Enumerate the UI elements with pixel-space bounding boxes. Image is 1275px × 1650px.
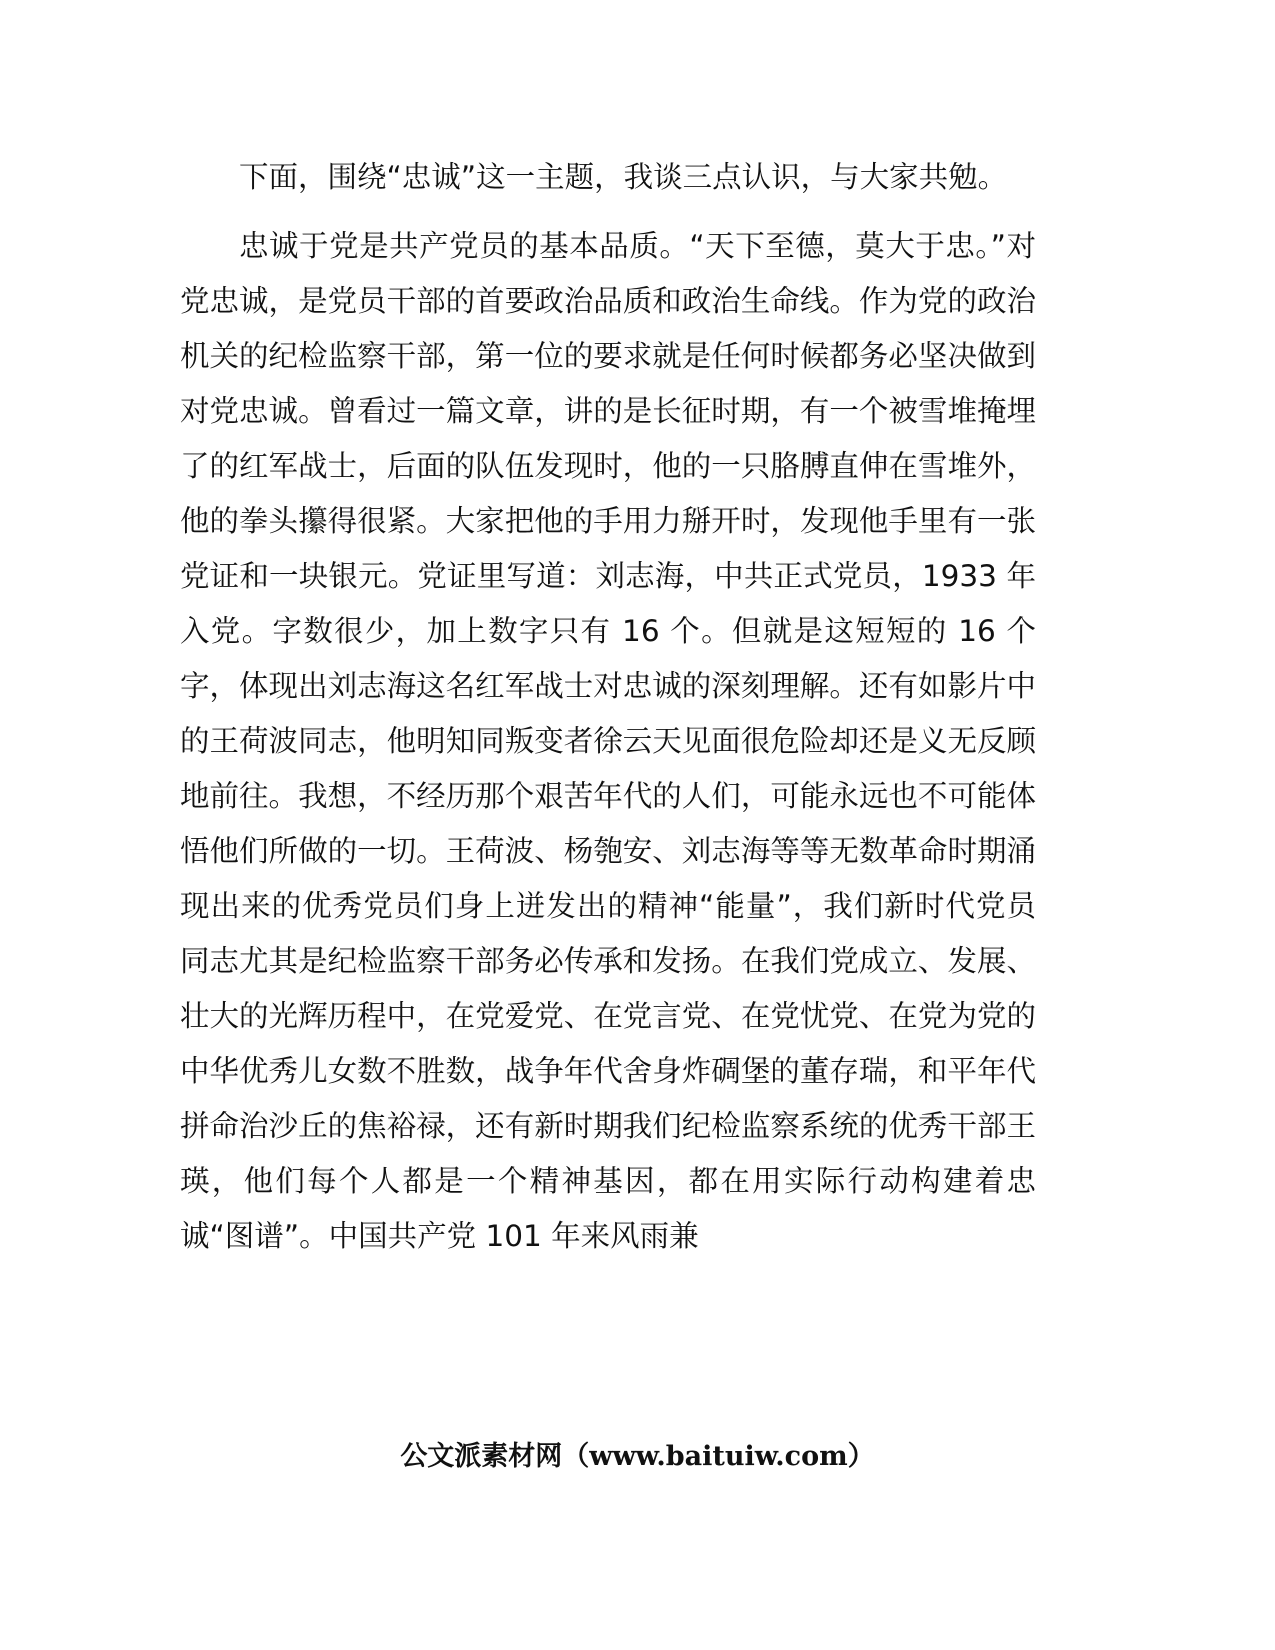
footer-watermark: 公文派素材网（www.baituiw.com）	[400, 1441, 875, 1472]
paragraph-intro: 下面，围绕“忠诚”这一主题，我谈三点认识，与大家共勉。	[239, 160, 1008, 194]
paragraph-loyalty: 忠诚于党是共产党员的基本品质。“天下至德，莫大于忠。”对党忠诚，是党员干部的首要政治品质和政治生命线。作为党的政治机关的纪检监察干部，第一位的要求就是任何时候都务必坚决做到对党忠诚。曾看过一篇文章，讲的是长征时期，有一个被雪堆掩埋了的红军战士，后面的队伍发现时，他的一只胳膊直伸在雪堆外，他的拳头攥得很紧。大家把他的手用力掰开时，发现他手里有一张党证和一块银元。党证里写道：刘志海，中共正式党员，1933 年入党。字数很少，加上数字只有 16 个。但就是这短短的 16 个字，体现出刘志海这名红军战士对忠诚的深刻理解。还有如影片中的王荷波同志，他明知同叛变者徐云天见面很危险却还是义无反顾地前往。我想，不经历那个艰苦年代的人们，可能永远也不可能体悟他们所做的一切。王荷波、杨匏安、刘志海等等无数革命时期涌现出来的优秀党员们身上迸发出的精神“能量”，我们新时代党员同志尤其是纪检监察干部务必传承和发扬。在我们党成立、发展、壮大的光辉历程中，在党爱党、在党言党、在党忧党、在党为党的中华优秀儿女数不胜数，战争年代舍身炸碉堡的董存瑞，和平年代拼命治沙丘的焦裕禄，还有新时期我们纪检监察系统的优秀干部王瑛，他们每个人都是一个精神基因，都在用实际行动构建着忠诚“图谱”。中国共产党 101 年来风雨兼	[180, 229, 1036, 1253]
document-body	[180, 150, 1036, 1264]
